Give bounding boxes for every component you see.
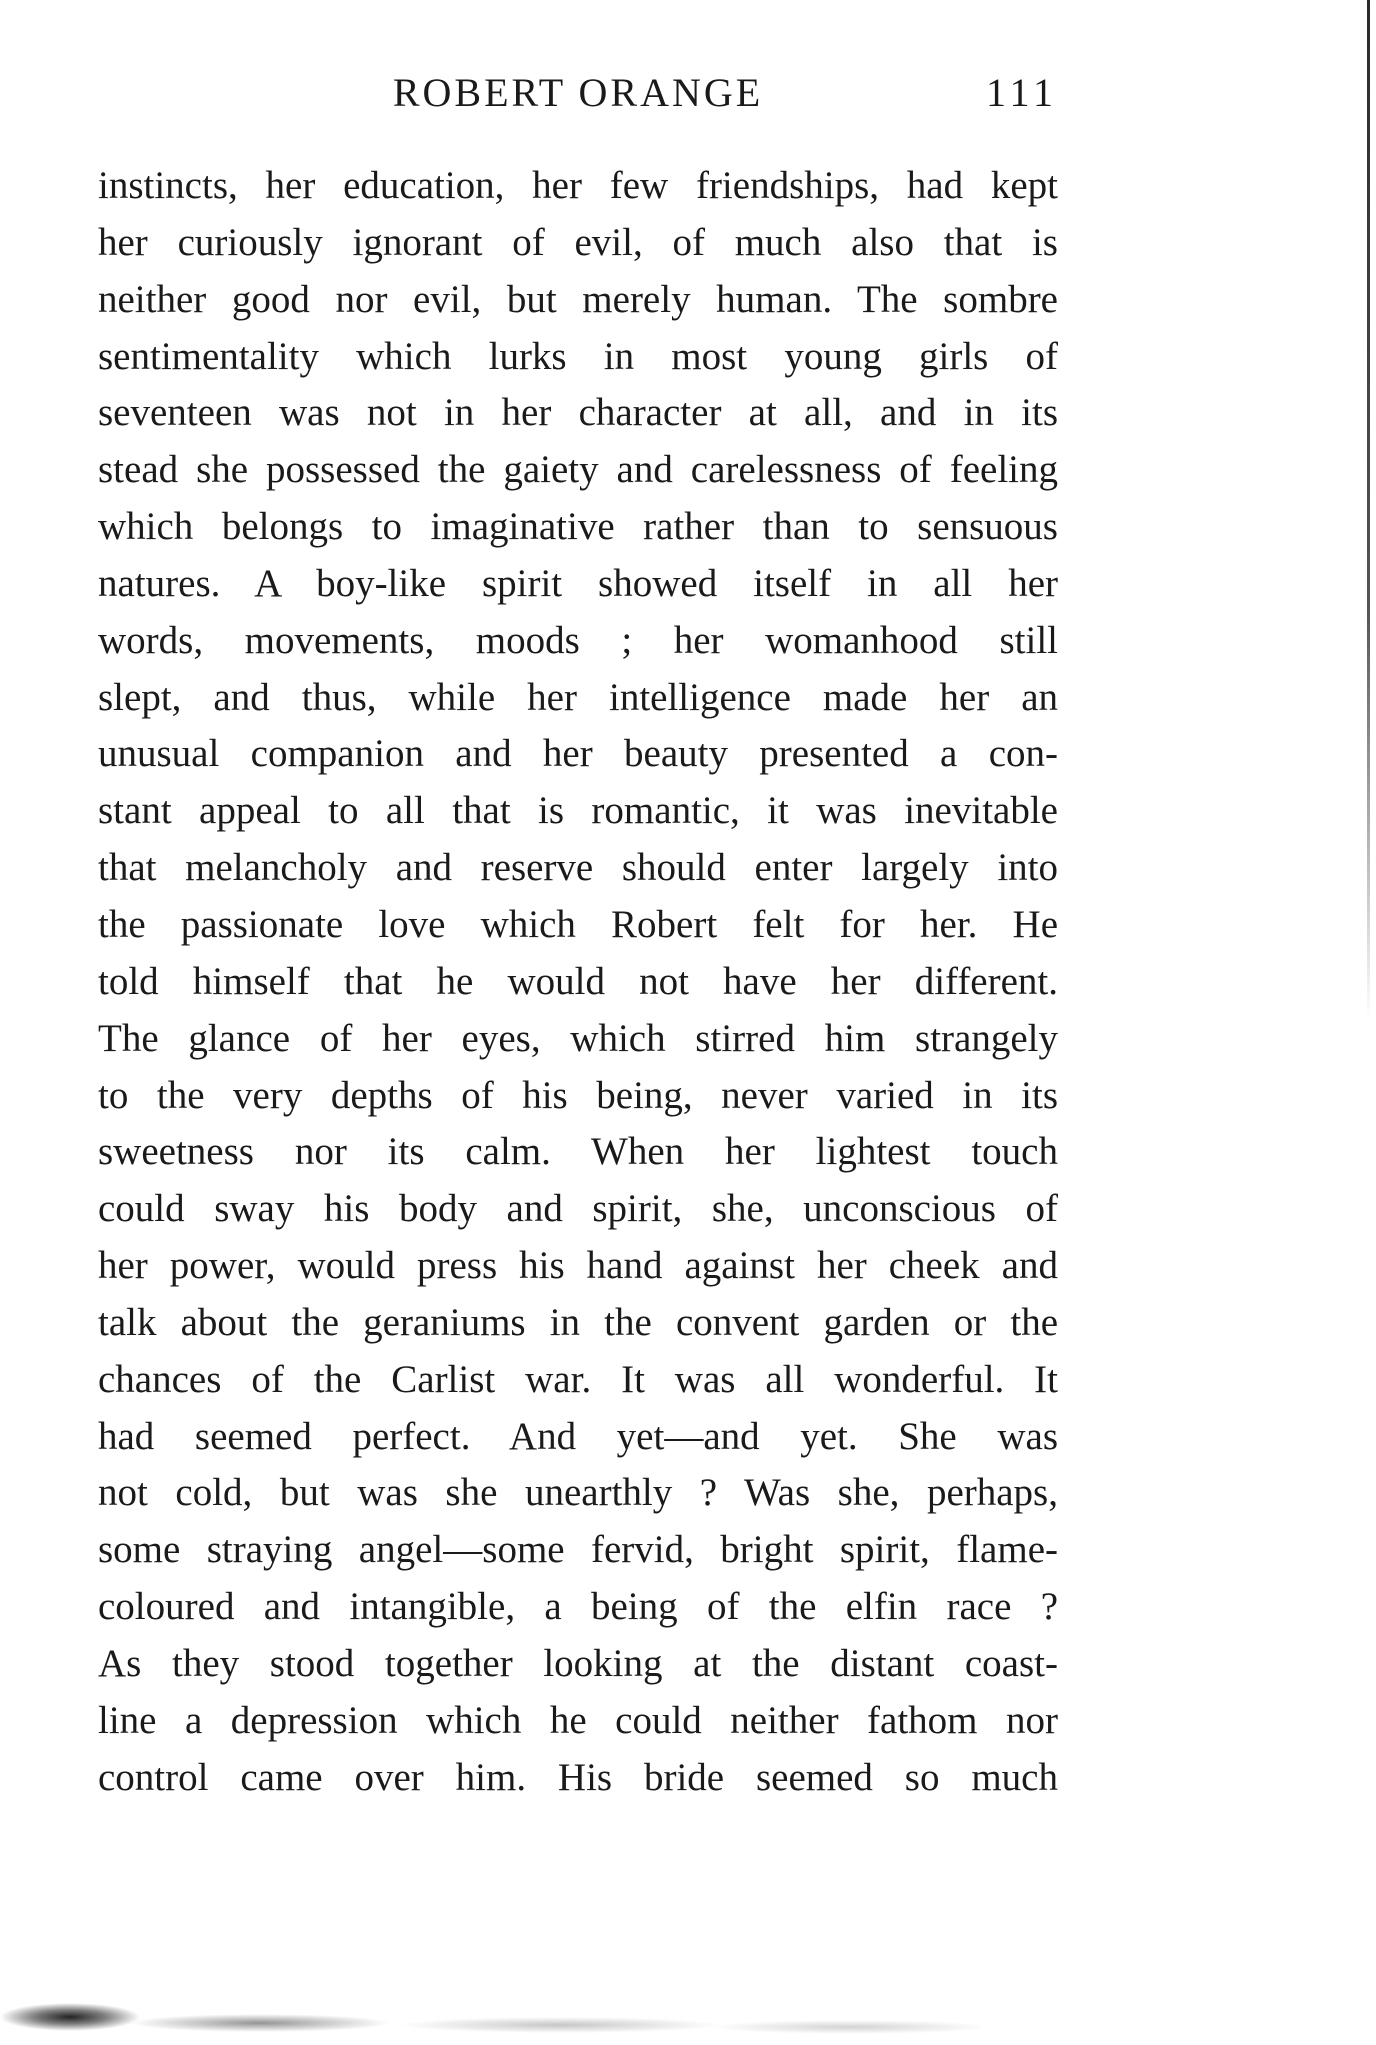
- page-number: 111: [985, 70, 1058, 115]
- text-line: some straying angel—some fervid, bright spirit, flame-: [98, 1528, 1058, 1572]
- text-line: control came over him. His bride seemed so much: [98, 1755, 1058, 1799]
- text-line: not cold, but was she unearthly ? Was she, perhaps,: [98, 1471, 1058, 1515]
- text-line: stead she possessed the gaiety and carelessness of feeling: [98, 448, 1058, 492]
- text-line: talk about the geraniums in the convent garden or the: [98, 1300, 1058, 1344]
- running-title: ROBERT ORANGE: [392, 70, 764, 115]
- text-line: unusual companion and her beauty presented a con-: [98, 732, 1058, 776]
- text-line: words, movements, moods ; her womanhood still: [98, 618, 1058, 662]
- text-line: instincts, her education, her few friendships, had kept: [98, 164, 1058, 207]
- text-line: the passionate love which Robert felt for her. He: [98, 902, 1058, 946]
- text-line: chances of the Carlist war. It was all wonderful. It: [98, 1357, 1058, 1401]
- text-line: line a depression which he could neither fathom nor: [98, 1698, 1058, 1742]
- text-line: stant appeal to all that is romantic, it was inevitable: [98, 789, 1058, 833]
- text-line: neither good nor evil, but merely human. The sombre: [98, 277, 1058, 321]
- page-edge-shadow: [1367, 0, 1370, 1020]
- text-line: to the very depths of his being, never varied in its: [98, 1073, 1058, 1117]
- running-head: [98, 68, 1058, 118]
- text-line: slept, and thus, while her intelligence made her an: [98, 675, 1058, 719]
- text-line: As they stood together looking at the distant coast-: [98, 1641, 1058, 1685]
- text-line: her power, would press his hand against her cheek and: [98, 1244, 1058, 1288]
- text-line: her curiously ignorant of evil, of much also that is: [98, 220, 1058, 264]
- text-line: sentimentality which lurks in most young girls of: [98, 334, 1058, 378]
- text-line: The glance of her eyes, which stirred him strangely: [98, 1016, 1058, 1060]
- text-line: that melancholy and reserve should enter largely into: [98, 846, 1058, 890]
- body-text: [98, 158, 1058, 1806]
- text-line: natures. A boy-like spirit showed itself in all her: [98, 561, 1058, 605]
- text-line: which belongs to imaginative rather than to sensuous: [98, 505, 1058, 549]
- text-line: sweetness nor its calm. When her lightest touch: [98, 1130, 1058, 1174]
- text-line: told himself that he would not have her different.: [98, 959, 1058, 1003]
- text-line: could sway his body and spirit, she, unconscious of: [98, 1187, 1058, 1231]
- text-line: seventeen was not in her character at all, and in its: [98, 391, 1058, 435]
- text-line: had seemed perfect. And yet—and yet. She was: [98, 1414, 1058, 1458]
- scan-artifact: [0, 1987, 980, 2037]
- text-line: coloured and intangible, a being of the elfin race ?: [98, 1585, 1058, 1629]
